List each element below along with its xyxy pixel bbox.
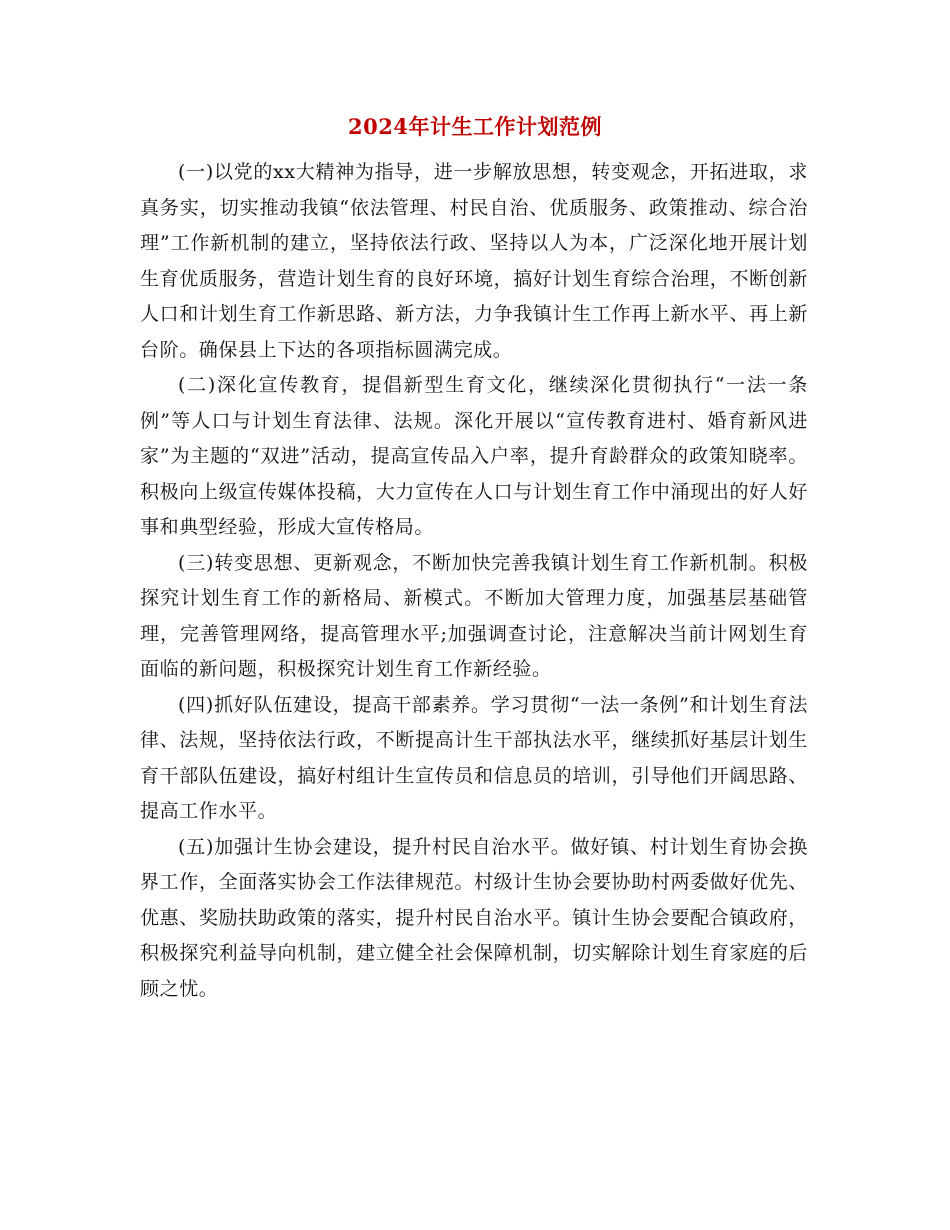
document-title: 2024年计生工作计划范例 [348, 114, 602, 139]
paragraph-5: (五)加强计生协会建设，提升村民自治水平。做好镇、村计划生育协会换界工作，全面落实协会工作法律规范。村级计生协会要协助村两委做好优先、优惠、奖励扶助政策的落实，提升村民自治水平。镇计生协会要配合镇政府，积极探究利益导向机制，建立健全社会保障机制，切实解除计划生育家庭的后顾之忧。 [140, 835, 808, 1000]
paragraph-4: (四)抓好队伍建设，提高干部素养。学习贯彻“一法一条例”和计划生育法律、法规，坚持依法行政，不断提高计生干部执法水平，继续抓好基层计划生育干部队伍建设，搞好村组计生宣传员和信息员的培训，引导他们开阔思路、提高工作水平。 [140, 693, 808, 822]
paragraph-2: (二)深化宣传教育，提倡新型生育文化，继续深化贯彻执行“一法一条例”等人口与计划生育法律、法规。深化开展以“宣传教育进村、婚育新风进家”为主题的“双进”活动，提高宣传品入户率，提升育龄群众的政策知晓率。积极向上级宣传媒体投稿，大力宣传在人口与计划生育工作中涌现出的好人好事和典型经验，形成大宣传格局。 [140, 374, 808, 538]
paragraph-3: (三)转变思想、更新观念，不断加快完善我镇计划生育工作新机制。积极探究计划生育工作的新格局、新模式。不断加大管理力度，加强基层基础管理，完善管理网络，提高管理水平;加强调查讨论，注意解决当前计网划生育面临的新问题，积极探究计划生育工作新经验。 [140, 551, 808, 680]
paragraph-1: (一)以党的xx大精神为指导，进一步解放思想，转变观念，开拓进取，求真务实，切实推动我镇“依法管理、村民自治、优质服务、政策推动、综合治理”工作新机制的建立，坚持依法行政、坚持以人为本，广泛深化地开展计划生育优质服务，营造计划生育的良好环境，搞好计划生育综合治理，不断创新人口和计划生育工作新思路、新方法，力争我镇计生工作再上新水平、再上新台阶。确保县上下达的各项指标圆满完成。 [140, 161, 808, 361]
document-body [140, 155, 808, 1007]
